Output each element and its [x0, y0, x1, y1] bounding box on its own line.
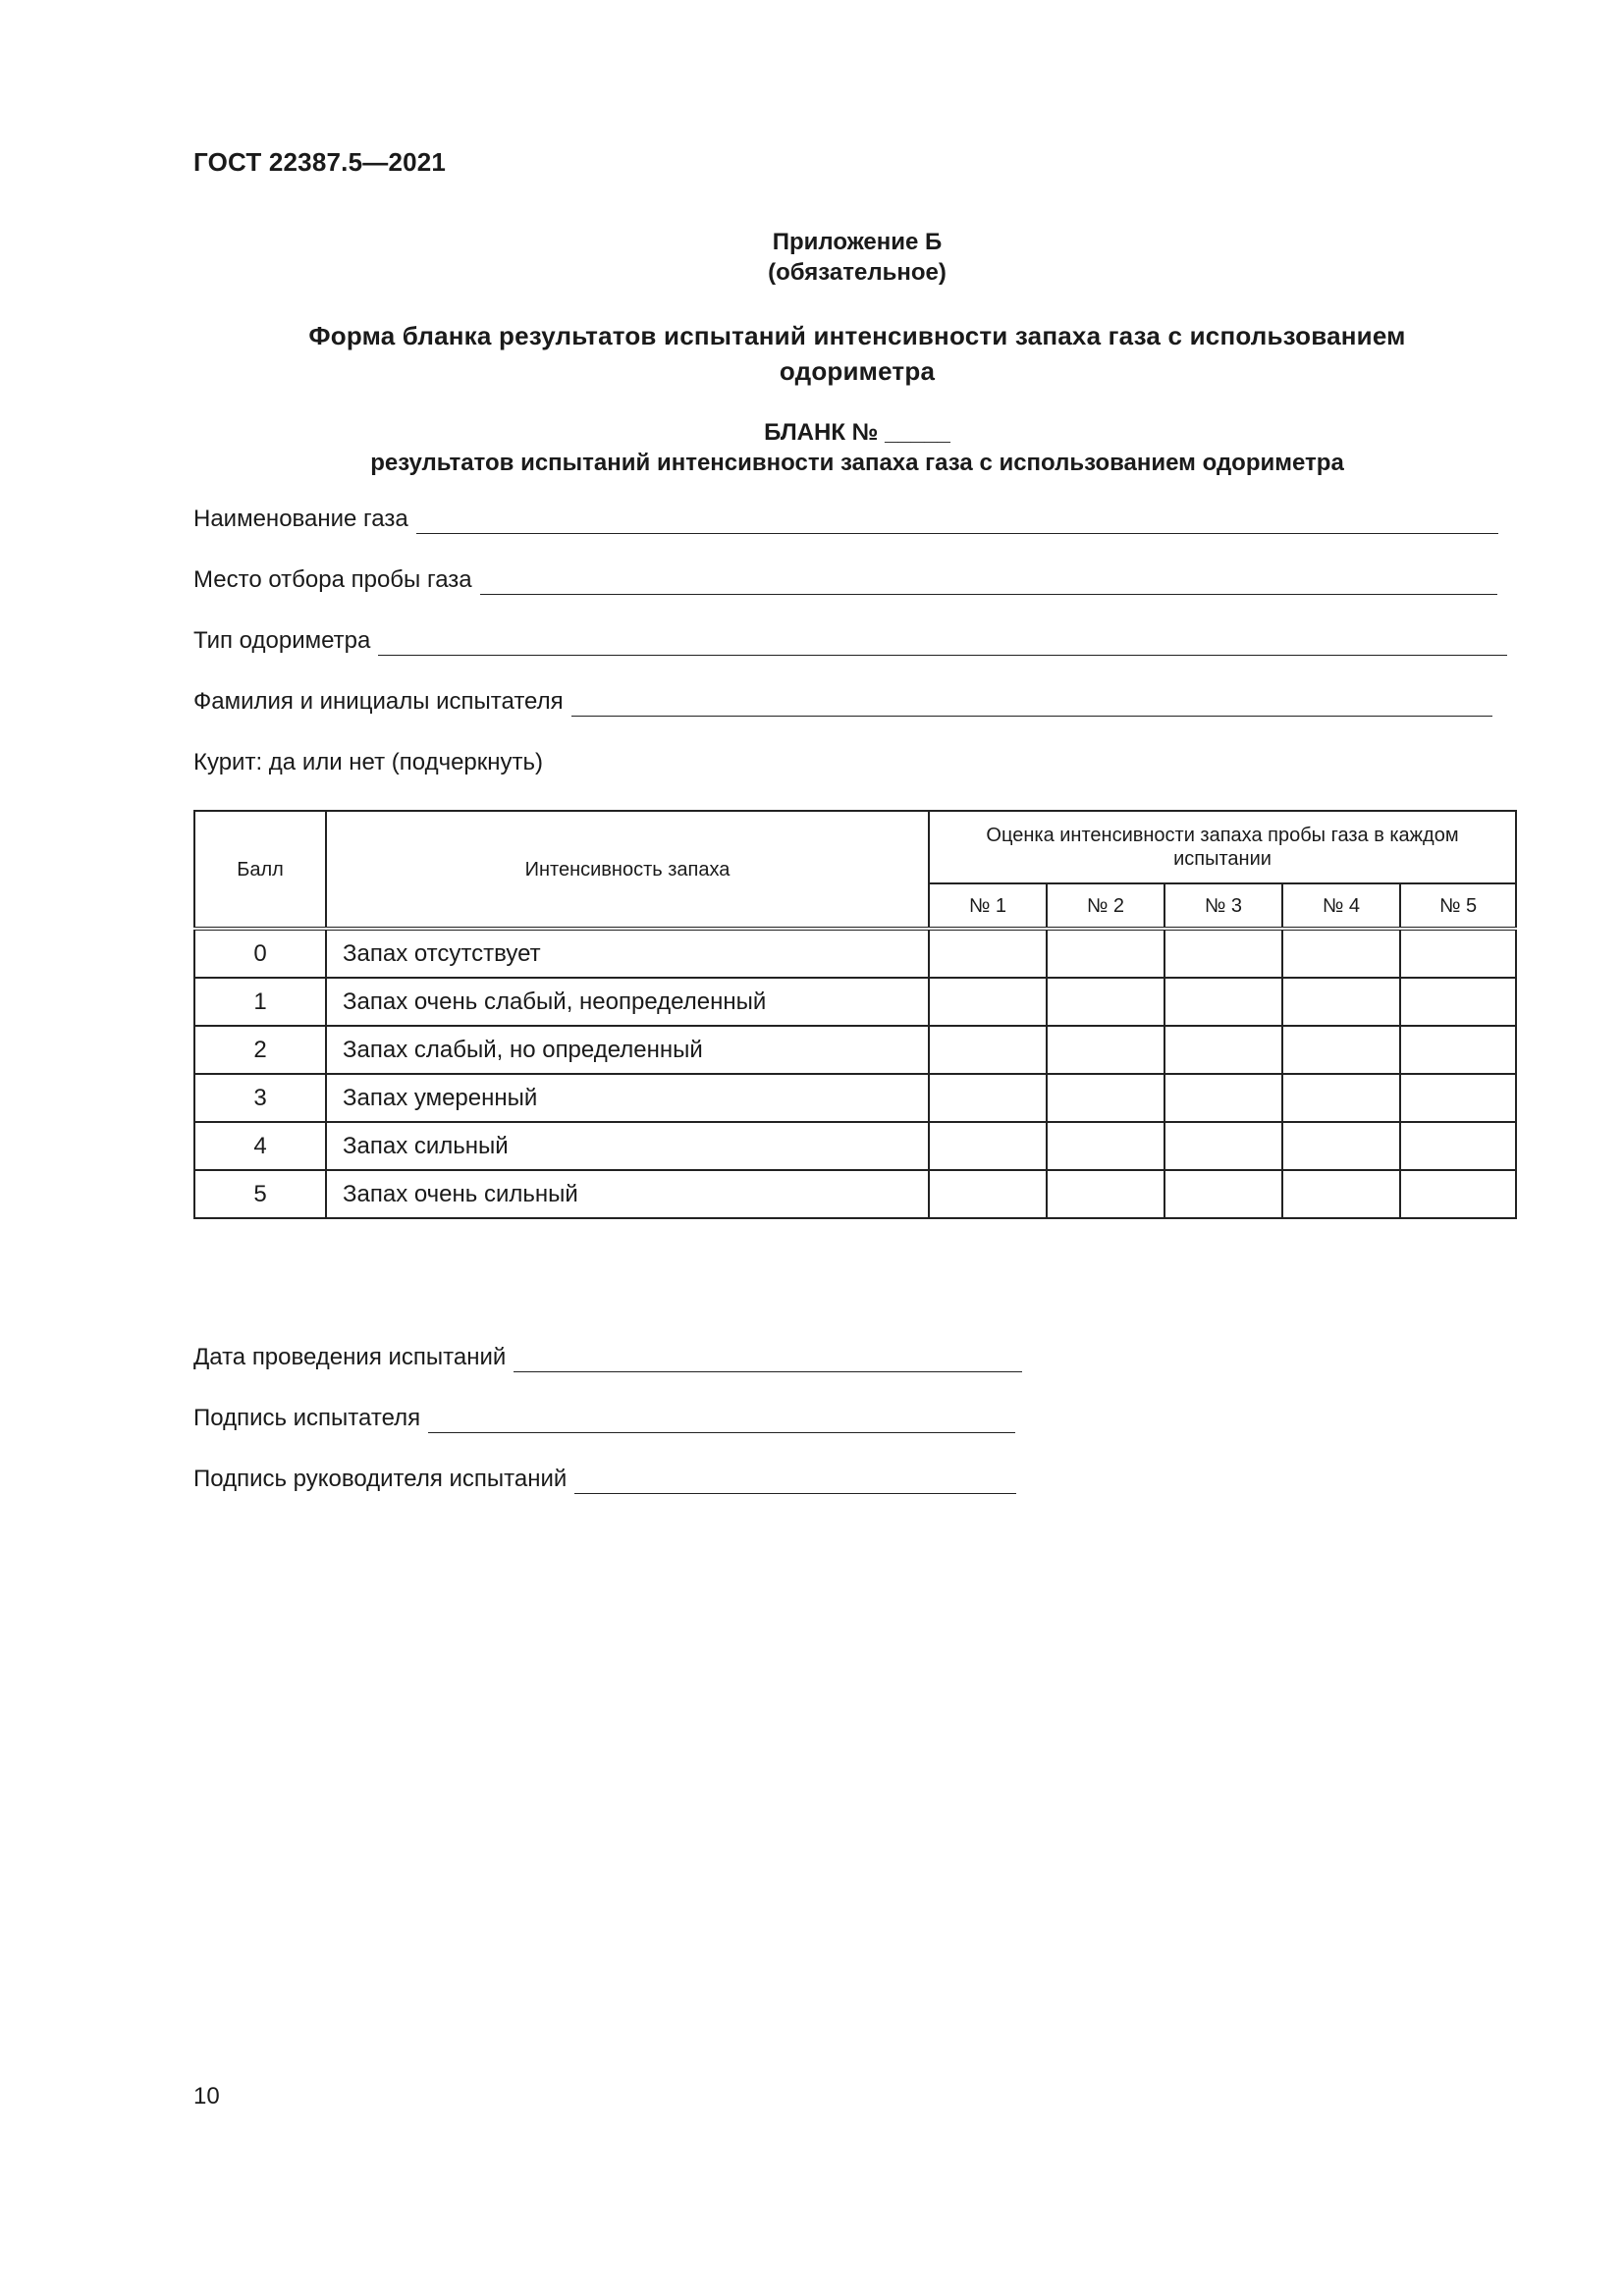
score-cell: 1 — [194, 978, 326, 1026]
trial-4-cell[interactable] — [1282, 1170, 1400, 1218]
trial-3-cell[interactable] — [1164, 1026, 1282, 1074]
trial-4-cell[interactable] — [1282, 978, 1400, 1026]
trial-5-cell[interactable] — [1400, 1074, 1516, 1122]
form-title-line-2: одориметра — [779, 356, 936, 386]
trial-3-cell[interactable] — [1164, 1170, 1282, 1218]
supervisor-signature-blank-line[interactable] — [574, 1469, 1016, 1494]
supervisor-signature-label: Подпись руководителя испытаний — [193, 1466, 568, 1492]
trial-5-cell[interactable] — [1400, 978, 1516, 1026]
header-trial-3: № 3 — [1164, 883, 1282, 929]
test-date-label: Дата проведения испытаний — [193, 1344, 507, 1370]
table-row — [194, 1170, 1516, 1218]
tester-signature-blank-line[interactable] — [428, 1409, 1015, 1433]
trial-1-cell[interactable] — [929, 1122, 1047, 1170]
trial-3-cell[interactable] — [1164, 929, 1282, 978]
odorimeter-type-blank-line[interactable] — [378, 631, 1507, 656]
trial-5-cell[interactable] — [1400, 1170, 1516, 1218]
trial-2-cell[interactable] — [1047, 1026, 1164, 1074]
description-cell: Запах очень слабый, неопределенный — [326, 978, 929, 1026]
description-cell: Запах очень сильный — [326, 1170, 929, 1218]
trial-2-cell[interactable] — [1047, 929, 1164, 978]
trial-4-cell[interactable] — [1282, 929, 1400, 978]
trial-5-cell[interactable] — [1400, 929, 1516, 978]
test-date-blank-line[interactable] — [514, 1348, 1022, 1372]
description-cell: Запах умеренный — [326, 1074, 929, 1122]
trial-1-cell[interactable] — [929, 978, 1047, 1026]
blank-title: БЛАНК № _____ — [764, 419, 950, 446]
sampling-place-blank-line[interactable] — [480, 570, 1497, 595]
description-cell: Запах сильный — [326, 1122, 929, 1170]
score-cell: 5 — [194, 1170, 326, 1218]
smoker-question: Курит: да или нет (подчеркнуть) — [193, 749, 544, 775]
document-code: ГОСТ 22387.5—2021 — [193, 147, 447, 177]
form-title-line-1: Форма бланка результатов испытаний интенсивности запаха газа с использованием — [308, 321, 1406, 350]
sampling-place-label: Место отбора пробы газа — [193, 566, 472, 593]
tester-signature-label: Подпись испытателя — [193, 1405, 421, 1431]
description-cell: Запах отсутствует — [326, 929, 929, 978]
table-row — [194, 929, 1516, 978]
trial-3-cell[interactable] — [1164, 1074, 1282, 1122]
header-trial-4: № 4 — [1282, 883, 1400, 929]
trial-1-cell[interactable] — [929, 929, 1047, 978]
trial-5-cell[interactable] — [1400, 1122, 1516, 1170]
tester-name-blank-line[interactable] — [571, 692, 1492, 717]
appendix-heading — [193, 227, 1521, 288]
gas-name-label: Наименование газа — [193, 506, 408, 532]
header-trial-5: № 5 — [1400, 883, 1516, 929]
odorimeter-type-field — [193, 626, 1507, 656]
blank-heading — [193, 417, 1521, 478]
appendix-status: (обязательное) — [768, 259, 947, 286]
trial-1-cell[interactable] — [929, 1026, 1047, 1074]
trial-3-cell[interactable] — [1164, 978, 1282, 1026]
sampling-place-field — [193, 565, 1497, 595]
trial-1-cell[interactable] — [929, 1170, 1047, 1218]
tester-name-field — [193, 687, 1492, 717]
description-cell: Запах слабый, но определенный — [326, 1026, 929, 1074]
table-row — [194, 1122, 1516, 1170]
trial-3-cell[interactable] — [1164, 1122, 1282, 1170]
header-score: Балл — [194, 811, 326, 929]
header-intensity: Интенсивность запаха — [326, 811, 929, 929]
tester-name-label: Фамилия и инициалы испытателя — [193, 688, 564, 715]
blank-subtitle: результатов испытаний интенсивности запаха газа с использованием одориметра — [370, 450, 1344, 476]
header-trial-1: № 1 — [929, 883, 1047, 929]
appendix-title: Приложение Б — [772, 229, 943, 255]
trial-4-cell[interactable] — [1282, 1026, 1400, 1074]
tester-signature-field — [193, 1404, 1015, 1433]
odor-intensity-table — [193, 810, 1517, 1219]
trial-5-cell[interactable] — [1400, 1026, 1516, 1074]
trial-2-cell[interactable] — [1047, 978, 1164, 1026]
header-trial-2: № 2 — [1047, 883, 1164, 929]
trial-1-cell[interactable] — [929, 1074, 1047, 1122]
score-cell: 2 — [194, 1026, 326, 1074]
trial-2-cell[interactable] — [1047, 1074, 1164, 1122]
gas-name-blank-line[interactable] — [416, 509, 1498, 534]
supervisor-signature-field — [193, 1465, 1016, 1494]
table-row — [194, 978, 1516, 1026]
trial-2-cell[interactable] — [1047, 1170, 1164, 1218]
gas-name-field — [193, 505, 1498, 534]
score-cell: 3 — [194, 1074, 326, 1122]
page-number: 10 — [193, 2083, 220, 2109]
score-cell: 0 — [194, 929, 326, 978]
header-evaluation: Оценка интенсивности запаха пробы газа в каждом испытании — [929, 811, 1516, 883]
table-row — [194, 1026, 1516, 1074]
trial-4-cell[interactable] — [1282, 1074, 1400, 1122]
odorimeter-type-label: Тип одориметра — [193, 627, 371, 654]
score-cell: 4 — [194, 1122, 326, 1170]
trial-2-cell[interactable] — [1047, 1122, 1164, 1170]
table-row — [194, 1074, 1516, 1122]
test-date-field — [193, 1343, 1022, 1372]
form-title — [193, 318, 1521, 389]
trial-4-cell[interactable] — [1282, 1122, 1400, 1170]
